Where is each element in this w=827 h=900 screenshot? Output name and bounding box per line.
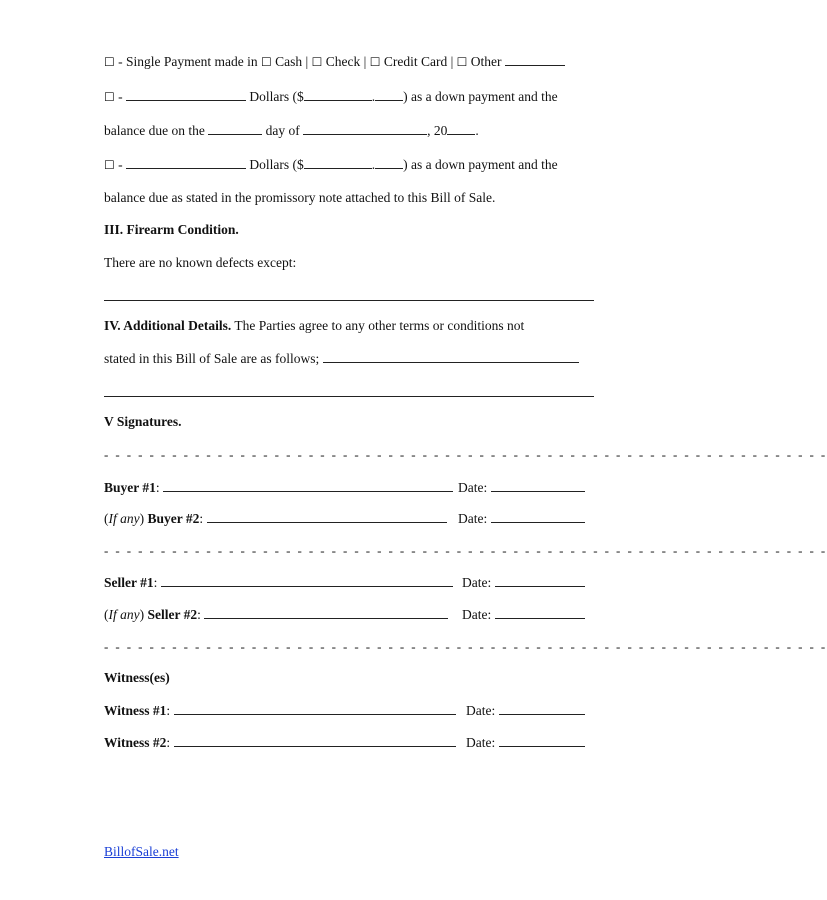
date-label: Date: [458,480,488,495]
date-label: Date: [462,575,492,590]
if-any-label: If any [108,607,140,622]
colon: : [199,511,204,526]
seller-1-date-field[interactable] [495,573,585,587]
seller-2-row [104,605,448,624]
dollars-label: Dollars ($ [249,157,304,172]
colon: : [166,735,171,750]
witness-2-date [466,733,585,752]
defects-blank-line[interactable] [104,300,594,301]
additional-terms-field[interactable] [323,349,579,363]
dashed-divider: - - - - - - - - - - - - - - - - - - - - - - - - - - - - - - - - - - - - - - - - - - - - - - - - - - - - - - - - - - - - - - - - [104,639,827,654]
dash: - [118,89,123,104]
down-payment-2-checkbox[interactable]: ☐ [104,158,115,172]
promissory-note-text: balance due as stated in the promissory note attached to this Bill of Sale. [104,190,496,205]
buyer-2-signature-field[interactable] [207,509,447,523]
witnesses-heading: Witness(es) [104,670,170,685]
seller-1-date [462,573,585,592]
seller-2-date-field[interactable] [495,605,585,619]
down-payment-tail: ) as a down payment and the [403,89,558,104]
signatures-heading: V Signatures. [104,414,182,429]
paren-open: ( [104,607,109,622]
if-any-label: If any [108,511,140,526]
colon: : [153,575,158,590]
firearm-condition-heading: III. Firearm Condition. [104,222,239,237]
other-label: Other [470,54,502,69]
buyer-2-date [458,509,585,528]
buyer-1-row [104,478,453,497]
amount-words-field[interactable] [126,87,246,101]
dash: - [118,157,123,172]
balance-due-label: balance due on the [104,123,205,138]
seller-1-signature-field[interactable] [161,573,453,587]
down-payment-2-row [104,155,558,174]
other-checkbox[interactable]: ☐ [456,55,468,69]
single-payment-checkbox[interactable]: ☐ [104,55,115,69]
witness-2-label: Witness #2 [104,735,167,750]
witness-1-row [104,701,456,720]
buyer-1-date [458,478,585,497]
witness-2-row [104,733,456,752]
check-checkbox[interactable]: ☐ [311,55,323,69]
down-payment-1-row [104,87,558,106]
seller-2-date [462,605,585,624]
additional-details-text: The Parties agree to any other terms or conditions not [234,318,525,333]
colon: : [166,703,171,718]
decimal-dot: . [371,157,376,172]
cents-field[interactable] [375,155,403,169]
paren-open: ( [104,511,109,526]
buyer-1-date-field[interactable] [491,478,585,492]
balance-due-row [104,121,479,140]
witness-2-signature-field[interactable] [174,733,456,747]
day-field[interactable] [208,121,262,135]
single-payment-row [104,52,565,71]
separator: | [450,54,454,69]
additional-details-row [104,317,524,335]
cash-label: Cash [275,54,303,69]
dashed-divider: - - - - - - - - - - - - - - - - - - - - - - - - - - - - - - - - - - - - - - - - - - - - - - - - - - - - - - - - - - - - - - - - [104,447,827,462]
date-label: Date: [458,511,488,526]
witness-1-label: Witness #1 [104,703,167,718]
amount-words-field[interactable] [126,155,246,169]
witness-1-date-field[interactable] [499,701,585,715]
seller-1-row [104,573,453,592]
date-label: Date: [466,703,496,718]
date-label: Date: [466,735,496,750]
colon: : [197,607,201,622]
check-label: Check [325,54,361,69]
additional-details-text-2: stated in this Bill of Sale are as follows; [104,351,320,366]
witness-2-date-field[interactable] [499,733,585,747]
year-prefix: , 20 [427,123,448,138]
separator: | [305,54,309,69]
buyer-2-label: Buyer #2 [147,511,200,526]
buyer-2-date-field[interactable] [491,509,585,523]
dollars-label: Dollars ($ [249,89,304,104]
down-payment-1-checkbox[interactable]: ☐ [104,90,115,104]
dashed-divider: - - - - - - - - - - - - - - - - - - - - - - - - - - - - - - - - - - - - - - - - - - - - - - - - - - - - - - - - - - - - - - - - [104,543,827,558]
month-field[interactable] [303,121,427,135]
single-payment-label: - Single Payment made in [118,54,258,69]
day-of-label: day of [265,123,300,138]
decimal-dot: . [371,89,376,104]
period: . [475,123,479,138]
firearm-condition-text: There are no known defects except: [104,255,297,270]
credit-card-checkbox[interactable]: ☐ [369,55,381,69]
credit-card-label: Credit Card [383,54,448,69]
additional-terms-blank-line[interactable] [104,396,594,397]
colon: : [155,480,160,495]
paren-close: ) [139,607,145,622]
seller-1-label: Seller #1 [104,575,154,590]
other-blank-field[interactable] [505,52,565,66]
additional-details-heading: IV. Additional Details. [104,318,232,333]
buyer-1-signature-field[interactable] [163,478,453,492]
seller-2-signature-field[interactable] [204,605,448,619]
cents-field[interactable] [375,87,403,101]
dollars-field[interactable] [304,87,372,101]
dollars-field[interactable] [304,155,372,169]
buyer-2-row [104,509,447,528]
buyer-1-label: Buyer #1 [104,480,156,495]
billofsale-link[interactable]: BillofSale.net [104,844,179,859]
witness-1-signature-field[interactable] [174,701,456,715]
cash-checkbox[interactable]: ☐ [261,55,272,69]
separator: | [363,54,367,69]
seller-2-label: Seller #2 [147,607,198,622]
paren-close: ) [139,511,145,526]
additional-details-row-2 [104,349,579,368]
date-label: Date: [462,607,492,622]
down-payment-tail: ) as a down payment and the [403,157,558,172]
witness-1-date [466,701,585,720]
year-field[interactable] [447,121,475,135]
